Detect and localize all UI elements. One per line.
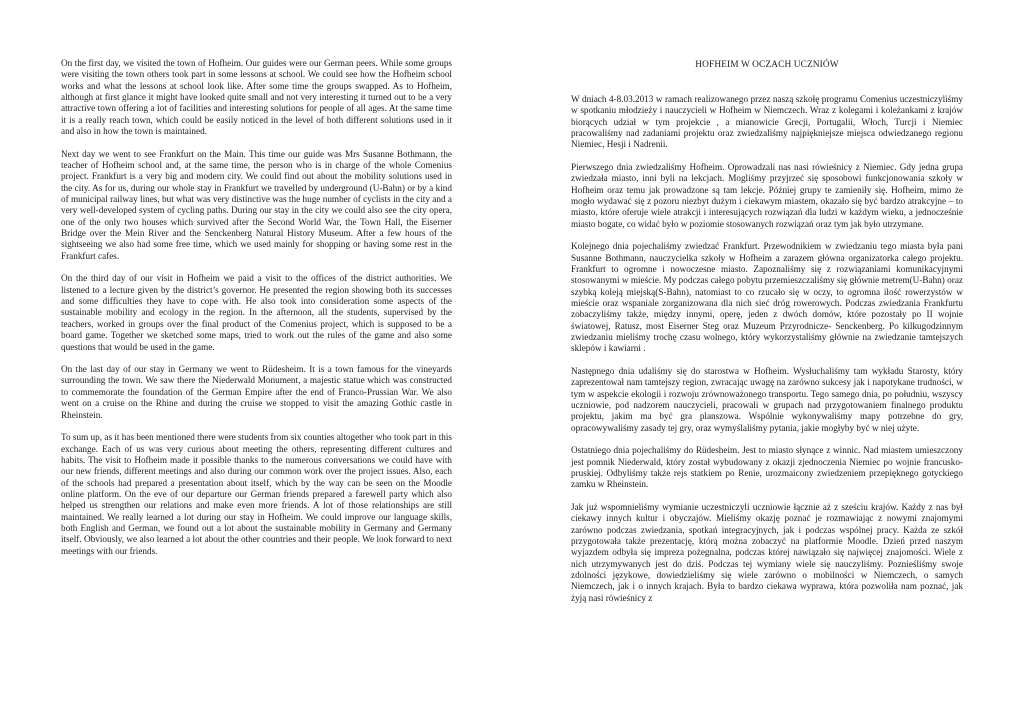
polish-column (571, 60, 963, 615)
paragraph-district-office: Następnego dnia udaliśmy się do starostwa w Hofheim. Wysłuchaliśmy tam wykładu Starosty, który zaprezentował nam tamtejszy region, zwracając uwagę na zarówno sukcesy jak i napotykane trudności, w tym w aspekcie ekologii i rozwoju zrównoważonego transportu. Tego samego dnia, po południu, wszyscy uczniowie, pod nadzorem nauczycieli, pracowali w grupach nad przygotowaniem finalnego produktu projektu, jakim ma być gra planszowa. Wspólnie wykonywaliśmy mapy potrzebne do gry, opracowywaliśmy zasady tej gry, oraz wymyślaliśmy pytania, jakie mogłyby być w niej użyte. (571, 365, 963, 433)
paragraph-frankfurt: Next day we went to see Frankfurt on the Main. This time our guide was Mrs Susanne Bothmann, the teacher of Hofheim school and, at the same time, the person who is in charge of the whole Comenius project. Frankfurt is a very big and modern city. We could find out about the mobility solutions used in the city. As for us, during our whole stay in Frankfurt we travelled by underground (U-Bahn) or by a kind of municipal railway lines, but what was very distinctive was the huge number of cyclists in the city and a very well-developed system of cycling paths. During our stay in the city we could also see the city opera, one of the only two houses which survived after the Second World War, the Town Hall, the Eiserner Bridge over the Mein River and the Senckenberg Natural History Museum. After a few hours of the sightseeing we also had some free time, which we used mainly for shopping or having some rest in the Frankfurt cafes. (61, 148, 452, 261)
paragraph-summary: Jak już wspomnieliśmy wymianie uczestniczyli uczniowie łącznie aż z sześciu krajów. Każdy z nas był ciekawy innych kultur i obyczajów. Mieliśmy okazję poznać je rozmawiając z nowymi znajomymi zarówno podczas zwiedzania, spotkań integracyjnych, jak i podczas wspólnej pracy. Każda ze szkół przygotowała także prezentację, którą można zobaczyć na platformie Moodle. Dzień przed naszym wyjazdem odbyła się impreza pożegnalna, podczas której nawiązało się najwięcej znajomości. Wiele z nich utrzymywanych jest do dziś. Podczas tej wymiany wiele się nauczyliśmy. Poznieśliśmy swoje zdolności językowe, dowiedzieliśmy się wiele zarówno o mobilności w Niemczech, o samych Niemczech, jak i o innych krajach. Była to bardzo ciekawa wyprawa, która pozwoliła nam poznać, jak żyją nasi rówieśnicy z (571, 501, 963, 603)
paragraph-summary: To sum up, as it has been mentioned there were students from six counties altogether who took part in this exchange. Each of us was very curious about meeting the others, representing different cultures and habits. The visit to Hofheim made it possible thanks to the numerous conversations we could have with our new friends, different meetings and also during our common work over the project issues. Also, each of the schools had prepared a presentation about itself, which by the way can be seen on the Moodle online platform. On the eve of our departure our German friends prepared a farewell party which also helped us strengthen our relations and make even more friends. A lot of those relationships are still maintained. We really learned a lot during our stay in Hofheim. We could improve our language skills, both English and German, we found out a lot about the sustainable mobility in Germany and Germany itself. Obviously, we also learned a lot about the other countries and their people. We look forward to next meetings with our friends. (61, 432, 452, 556)
paragraph-rudesheim: Ostatniego dnia pojechaliśmy do Rüdesheim. Jest to miasto słynące z winnic. Nad miastem umieszczony jest pomnik Niederwald, który został wybudowany z okazji zjednoczenia Niemiec po wojnie francusko-pruskiej. Odbyliśmy także rejs statkiem po Renie, urozmaicony zwiedzeniem przepięknego gotyckiego zamku w Rheinstein. (571, 445, 963, 490)
paragraph-district-office: On the third day of our visit in Hofheim we paid a visit to the offices of the district authorities. We listened to a lecture given by the district’s governor. He presented the region showing both its successes and some difficulties they have to cope with. He also took into consideration some aspects of the sustainable mobility and ecology in the region. In the afternoon, all the students, supervised by the teachers, worked in groups over the final product of the Comenius project, which is supposed to be a board game. Together we sketched some maps, tried to work out the rules of the game and also some questions that would be used in the game. (61, 273, 452, 352)
paragraph-intro: W dniach 4-8.03.2013 w ramach realizowanego przez naszą szkołę programu Comenius uczestniczyliśmy w spotkaniu młodzieży i nauczycieli w Hofheim w Niemczech. Wraz z kolegami i koleżankami z krajów biorących udział w tym projekcie , a mianowicie Grecji, Portugalii, Włoch, Turcji i Niemiec pracowaliśmy nad zadaniami projektu oraz zwiedzaliśmy najpiękniejsze miejsca odwiedzanego regionu Niemiec, Hesji i Nadrenii. (571, 93, 963, 150)
paragraph-day-one: On the first day, we visited the town of Hofheim. Our guides were our German peers. While some groups were visiting the town others took part in some lessons at school. We could see how the Hofheim school works and what the lessons at school look like. After some time the groups swapped. As to Hofheim, although at first glance it might have looked quite small and not very interesting it turned out to be a very attractive town offering a lot of facilities and interesting solutions for people of all ages. At the same time it is a really reach town, which could be easily noticed in the level of both different solutions used in it and also in how the town is maintained. (61, 58, 452, 137)
paragraph-frankfurt: Kolejnego dnia pojechaliśmy zwiedzać Frankfurt. Przewodnikiem w zwiedzaniu tego miasta była pani Susanne Bothmann, nauczycielka szkoły w Hofheim a zarazem główna organizatorka całego projektu. Frankfurt to ogromne i nowoczesne miasto. Zapoznaliśmy się z rozwiązaniami komunikacyjnymi stosowanymi w mieście. My podczas całego pobytu przemieszczaliśmy się głównie metrem(U-Bahn) oraz szybką koleją miejską(S-Bahn), natomiast to co rzucało się w oczy, to ogromna ilość rowerzystów w mieście oraz wspaniale zorganizowana dla nich sieć dróg rowerowych. Podczas zwiedzania Frankfurtu zobaczyliśmy także, między innymi, operę, jeden z dwóch domów, które pozostały po II wojnie światowej, Ratusz, most Eiserner Steg oraz Muzeum Przyrodnicze- Senckenberg. Po kilkugodzinnym zwiedzaniu mieliśmy trochę czasu wolnego, który wykorzystaliśmy głównie na zwiedzanie tamtejszych sklepów i kawiarni . (571, 241, 963, 354)
english-column (61, 58, 452, 568)
paragraph-rudesheim: On the last day of our stay in Germany we went to Rüdesheim. It is a town famous for the vineyards surrounding the town. We saw there the Niederwald Monument, a majestic statue which was constructed to commemorate the foundation of the German Empire after the end of Franco-Prussian War. We also went on a cruise on the Rhine and during the cruise we stopped to visit the amazing Gothic castle in Rheinstein. (61, 364, 452, 420)
article-title: HOFHEIM W OCZACH UCZNIÓW (695, 60, 839, 70)
paragraph-day-one: Pierwszego dnia zwiedzaliśmy Hofheim. Oprowadzali nas nasi rówieśnicy z Niemiec. Gdy jedna grupa zwiedzała miasto, inni byli na lekcjach. Mogliśmy przyjrzeć się sposobowi funkcjonowania szkoły w Hofheim oraz temu jak prowadzone są tam lekcje. Później grupy te zamieniły się. Hofheim, mimo że mogło wydawać się z pozoru niezbyt dużym i ciekawym miastem, okazało się być bardzo atrakcyjne – to miasto, które oferuje wiele atrakcji i interesujących rozwiązań dla ludzi w każdym wieku, a jednocześnie miasto bogate, co widać było w poziomie stosowanych rozwiązań oraz tym jak było utrzymane. (571, 161, 963, 229)
